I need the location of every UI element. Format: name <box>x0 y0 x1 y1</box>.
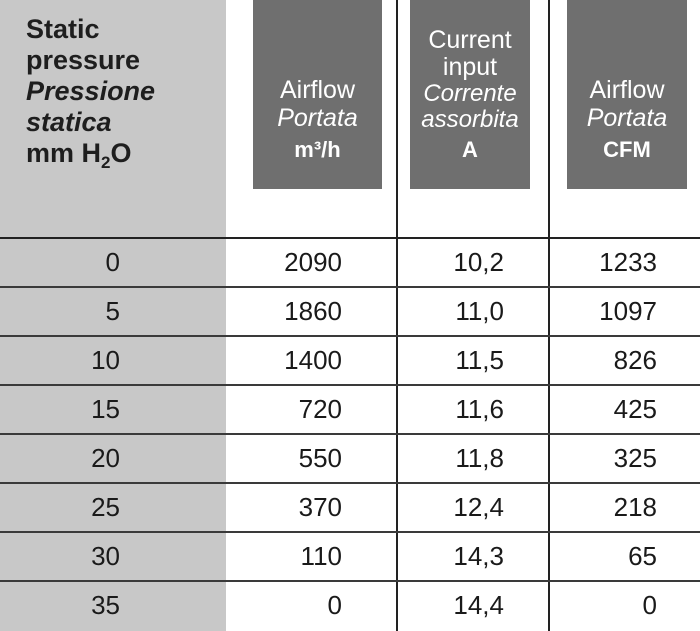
airflow-m3h-header-en: Airflow <box>279 76 355 104</box>
cell-airflow-cfm: 1233 <box>599 247 657 277</box>
cell-airflow-m3h: 0 <box>327 590 342 620</box>
cell-current: 11,8 <box>455 443 504 473</box>
current-input-header-it1: Corrente <box>423 80 517 107</box>
airflow-cfm-header-en: Airflow <box>589 76 665 104</box>
static-pressure-unit: mm $H_2O$ <box>26 138 132 172</box>
cell-current: 10,2 <box>453 247 504 277</box>
cell-pressure: 20 <box>91 443 120 473</box>
airflow-m3h-header <box>253 0 382 189</box>
cell-pressure: 10 <box>91 345 120 375</box>
cell-current: 14,4 <box>453 590 504 620</box>
current-input-header-en2: input <box>442 53 498 81</box>
cell-airflow-cfm: 325 <box>613 443 657 473</box>
cell-airflow-cfm: 1097 <box>599 296 657 326</box>
cell-current: 11,6 <box>455 394 504 424</box>
cell-airflow-m3h: 2090 <box>284 247 342 277</box>
cell-pressure: 30 <box>91 541 120 571</box>
cell-airflow-m3h: 110 <box>300 541 342 571</box>
cell-airflow-cfm: 0 <box>642 590 657 620</box>
cell-airflow-m3h: 370 <box>298 492 342 522</box>
cell-airflow-m3h: 720 <box>298 394 342 424</box>
static-pressure-header <box>26 14 226 172</box>
cell-pressure: 35 <box>91 590 120 620</box>
static-pressure-label-line1: Static <box>26 14 100 44</box>
airflow-cfm-header-unit: CFM <box>603 137 651 162</box>
cell-airflow-cfm: 826 <box>613 345 657 375</box>
current-input-header-unit: A <box>462 137 478 162</box>
cell-airflow-m3h: 1400 <box>284 345 342 375</box>
airflow-m3h-header-unit: m³/h <box>294 137 341 162</box>
current-input-header <box>410 0 530 189</box>
cell-pressure: 5 <box>105 296 120 326</box>
cell-pressure: 25 <box>91 492 120 522</box>
static-pressure-label-it-line2: statica <box>26 107 112 137</box>
airflow-m3h-header-it: Portata <box>277 104 358 132</box>
cell-current: 14,3 <box>453 541 504 571</box>
cell-airflow-m3h: 1860 <box>284 296 342 326</box>
static-pressure-label-line2: pressure <box>26 45 141 75</box>
airflow-cfm-header <box>567 0 687 189</box>
cell-airflow-m3h: 550 <box>298 443 342 473</box>
static-pressure-label-it-line1: Pressione <box>26 76 156 106</box>
cell-current: 11,0 <box>455 296 504 326</box>
current-input-header-it2: assorbita <box>421 106 519 133</box>
current-input-header-en1: Current <box>428 26 512 54</box>
cell-airflow-cfm: 218 <box>613 492 657 522</box>
cell-airflow-cfm: 65 <box>628 541 657 571</box>
cell-airflow-cfm: 425 <box>613 394 657 424</box>
cell-pressure: 15 <box>91 394 120 424</box>
cell-pressure: 0 <box>105 247 120 277</box>
airflow-cfm-header-it: Portata <box>586 104 668 132</box>
cell-current: 11,5 <box>455 345 504 375</box>
cell-current: 12,4 <box>453 492 504 522</box>
